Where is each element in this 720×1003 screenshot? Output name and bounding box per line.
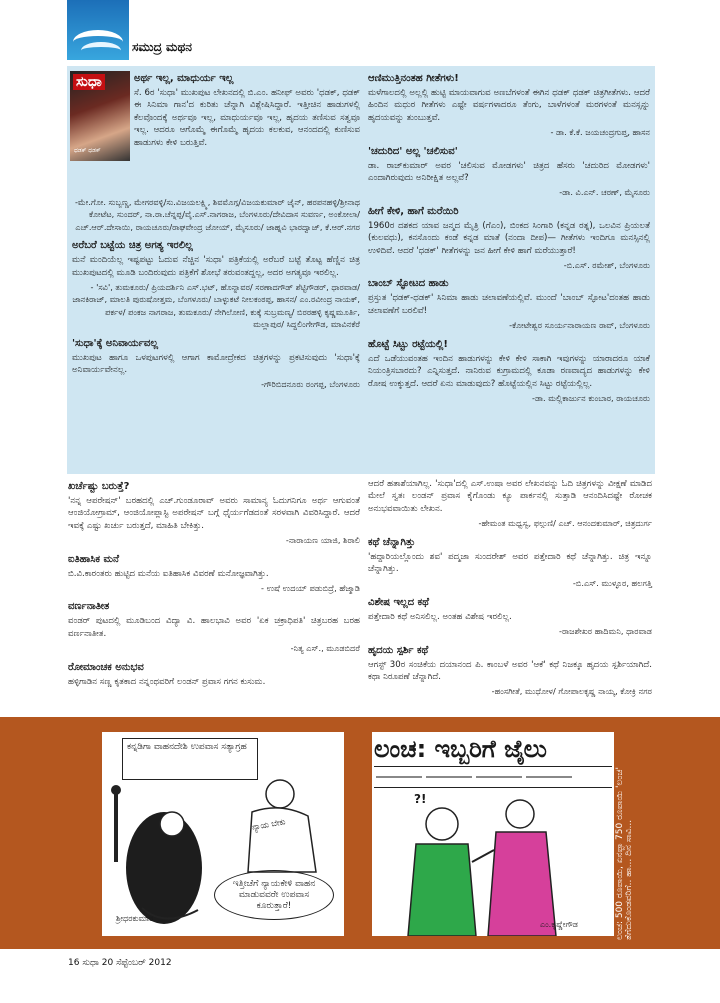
letter-signature: -ಕೋಟೇಶ್ವರ ಸೂರ್ಯನಾರಾಯಣ ರಾವ್, ಬೆಂಗಳೂರು (509, 320, 650, 331)
section-title: ಸಮುದ್ರ ಮಥನ (132, 40, 192, 54)
letter-heading: ರೋಮಾಂಚಕ ಅನುಭವ (68, 661, 144, 673)
surprise-marks: ?! (414, 792, 427, 806)
letter-signature: -ಹೇಮಂತ ಮಧ್ವಸ್ವ, ಫಲ್ಗುಣಿ/ ಎಚ್. ಆನಂದಕುಮಾರ್, ಚಿತ್ರದುರ್ಗ (478, 518, 652, 529)
letter-body: ಆಗಸ್ಟ್ 30ರ ಸಂಚಿಕೆಯ ದಯಾನಂದ ಪಿ. ಕಾಂಬಳೆ ಅವರ 'ಆಕೆ' ಕಥೆ ನಿಜಕ್ಕೂ ಹೃದಯ ಸ್ಪರ್ಶಿಯಾಗಿದೆ. ಕಥಾ ನಿರೂಪಣೆ ಚೆನ್ನಾಗಿದೆ. (368, 659, 652, 683)
wave-shape-lower (81, 42, 121, 59)
letter-heading: ಹೃದಯ ಸ್ಪರ್ಶಿ ಕಥೆ (368, 644, 429, 656)
letter-heading: ವರ್ಣನಾತೀತ (68, 601, 110, 613)
letter-body: ಮನೆ ಮಂದಿಯೆಲ್ಲ ಇಷ್ಟಪಟ್ಟು ಓದುವ ನೆಚ್ಚಿನ 'ಸುಧಾ' ಪತ್ರಿಕೆಯಲ್ಲಿ ಅರೆಬರೆ ಬಟ್ಟೆ ತೊಟ್ಟ ಹೆಣ್ಣಿನ ಚಿತ್ರ ಮುಖಪುಟದಲ್ಲಿ ಮೂಡಿ ಬಂದಿರುವುದು ಪತ್ರಿಕೆಗೆ ಶೋಭೆ ತರುವಂತದ್ದಲ್ಲ, ಅದರ ಅಗತ್ಯವೂ ಇರಲಿಲ್ಲ. (72, 255, 360, 278)
letter-signature: -ಬಿ.ಎಸ್. ರಮೇಶ್, ಬೆಂಗಳೂರು (563, 260, 650, 271)
letter-signature: -ಹಂಸಗೀತೆ, ಮುಧೋಳ/ ಗೋಪಾಲಕೃಷ್ಣ ನಾಯ್ಕ, ಕೋಕ್ರಿ ನಗರ (491, 686, 652, 697)
letter-body: ಹಳ್ಳಿಗಾಡಿನ ಸಣ್ಣ ಕೃತಕಾದ ನನ್ನಂಥವರಿಗೆ ಲಂಡನ್ ಪ್ರವಾಸ ಗಗನ ಕುಸುಮ. (68, 676, 266, 687)
letter-signature: - ಉಷೆ ಉದಯ್ ಪಡುಬಿದ್ರೆ, ಹೆಜ್ಮಾಡಿ (261, 583, 360, 594)
letter-heading: 'ಸುಧಾ'ಕ್ಕೆ ಅನಿವಾರ್ಯವಲ್ಲ (72, 337, 159, 349)
cover-line: ಧಡಕ್ ಧಡಕ್ (74, 147, 101, 154)
letter-heading: ಕಥೆ ಚೆನ್ನಾಗಿತ್ತು (368, 536, 416, 548)
letter-heading: ವಿಶೇಷ ಇಲ್ಲದ ಕಥೆ (368, 596, 429, 608)
letter-heading: ಹೊಟ್ಟೆ ಸಿಟ್ಟು ರಟ್ಟೆಯಲ್ಲಿ! (368, 338, 448, 350)
left-box-col (72, 196, 360, 397)
letter-heading: ಅರೆಬರೆ ಬಟ್ಟೆಯ ಚಿತ್ರ ಅಗತ್ಯ ಇರಲಿಲ್ಲ (72, 240, 193, 252)
letter-heading: ಖರ್ಚೆಷ್ಟು ಬರುತ್ತೆ? (68, 481, 130, 492)
letter-heading: ಐತಿಹಾಸಿಕ ಮನೆ (68, 553, 119, 565)
letter-body: ಬಿ.ವಿ.ಕಾರಂತರು ಹುಟ್ಟಿದ ಮನೆಯ ಐತಿಹಾಸಿಕ ವಿವರಣೆ ಮನೋಜ್ಞವಾಗಿತ್ತು. (68, 568, 269, 579)
letter-heading: ಬಾಂಬ್ ಸ್ಫೋಟದ ಹಾಡು (368, 278, 449, 290)
letter-body: 'ಹದ್ದಾರಿಯಲ್ಲೊಂದು ಶವ' ಪದ್ಮಜಾ ಸುಂದರೇಶ್ ಅವರ ಪತ್ತೇದಾರಿ ಕಥೆ ಚೆನ್ನಾಗಿತ್ತು. ಚಿತ್ರ ಇನ್ನೂ ಚೆನ್ನಾಗಿತ್ತು. (368, 551, 652, 575)
left-box-col-top (134, 70, 360, 151)
letter-body: ಮುಖಪುಟ ಹಾಗೂ ಒಳಪುಟಗಳಲ್ಲಿ ಆಗಾಗ ಕಾಮೋದ್ರೇಕದ ಚಿತ್ರಗಳನ್ನು ಪ್ರಕಟಿಸುವುದು 'ಸುಧಾ'ಕ್ಕೆ ಅನಿವಾರ್ಯವೇನಲ್ಲ. (72, 352, 360, 376)
letter-signature: -ಮೇ.ಗೋ. ಸುಬ್ಬಣ್ಣ, ಮೇಗರವಳ್ಳಿ/ಸು.ವಿಜಯಲಕ್ಷ್ಮಿ, ಶಿವಮೊಗ್ಗ/ವಿಜಯಕುಮಾರ್ ಜೈನ್, ಹರಪನಹಳ್ಳಿ/ಶ್ರೀನಾಥ ಕೋಟೆಟ, ಸುಂದರ್, ನಾ.ರಾ.ಚೆನ್ನಪ್ಪ/ವೈ.ಎಸ್.ನಾಗರಾಜ, ಬೆಂಗಳೂರು/ದೇವಿದಾಸ ಸುವರ್ಣ, ಅಂಕೋಲಾ/ಎಚ್.ಆರ್.ದೇಸಾಯಿ, ರಾಯಚೂರು/ರಾಘವೇಂದ್ರ ಜೋಯ್, ಮೈಸೂರು/ ಜಾಹ್ನವಿ ಭಾರದ್ವಾಜ್, ಕೆ.ಆರ್.ನಗರ (74, 197, 360, 232)
cartoonist-signature: ಶ್ರೀಧರಕುಮಾರ (116, 914, 154, 923)
speech-bubble: ಇತ್ತೀಚೆಗೆ ನ್ಯಾಯಕೇಳಿ ವಾಹನ ಮಾಡುವವರೇ ಉಪವಾಸ ಕೂರುತ್ತಾರೆ! (214, 870, 334, 920)
vertical-caption: ಲಂಚ: 500 ರೂಪಾಯಿ, ಏನಪ್ಪಾ 750 ರೂಪಾಯಿ 'ಲಂಚ' ತೆಗೆದುಕೊಂಡವರಿಗೆ.. ಹಾ... ದಿನ ಸಾವಿ... (615, 767, 634, 940)
right-box-col (368, 70, 650, 410)
hunger-strike-banner: ಕನ್ನಡಿಗಾ ವಾಹನದೇಶಿ ಉಪವಾಸ ಸತ್ಯಾಗ್ರಹ (122, 738, 258, 780)
letter-signature: -ನಾರಾಯಣ ಯಾಜಿ, ಶಿರಾಲಿ (285, 535, 360, 546)
cartoon-newspaper-headline: ಲಂಚ: ಇಬ್ಬರಿಗೆ ಜೈಲು (374, 735, 547, 763)
letter-heading: 'ಚದುರಿದ' ಅಲ್ಲ 'ಚಲಿಸುವ' (368, 145, 458, 157)
cover-masthead: ಸುಧಾ (73, 74, 105, 90)
page-footer: 16 ಸುಧಾ 20 ಸೆಪ್ಟೆಂಬರ್ 2012 (68, 958, 172, 968)
letter-signature: -ಬಿ.ಎಸ್. ಮುಳ್ಳೂರ, ಹಲಗತ್ತಿ (572, 578, 652, 589)
cartoon-bribe-jail (372, 732, 614, 936)
letter-signature: -ನಿತ್ಯ ಎಸ್., ಮೂಡಬಿದರೆ (290, 643, 360, 654)
magazine-cover-thumbnail (70, 71, 130, 161)
letter-body: ಸೆ. 6ರ 'ಸುಧಾ' ಮುಖಪುಟ ಲೇಖನದಲ್ಲಿ ಬಿ.ಎಂ. ಹನೀಫ್ ಅವರು 'ಧಡಕ್, ಧಡಕ್ ಈ ಸಿನಿಮಾ ಗಾನ'ದ ಕುರಿತು ಚೆನ್ನಾಗಿ ವಿಶ್ಲೇಷಿಸಿದ್ದಾರೆ. ಇತ್ತೀಚಿನ ಹಾಡುಗಳಲ್ಲಿ ಕೆಲವೊಂದಕ್ಕೆ ಅರ್ಥವೂ ಇಲ್ಲ, ಮಾಧುರ್ಯವೂ ಇಲ್ಲ, ಹೃದಯ ತಣಿಸುವ ಸತ್ವವೂ ಇಲ್ಲ. ಆದರೂ ಆಗೊಮ್ಮೆ ಈಗೊಮ್ಮೆ ಹೃದಯ ಕಲಕುವ, ಆನಂದದಲ್ಲಿ ಕುಣಿಸುವ ಹಾಡುಗಳು ಕೇಳಿ ಬರುತ್ತಿವೆ. (134, 88, 360, 148)
cartoonist-signature: ಎಂ.ಕೃಷ್ಣೇಗೌಡ (540, 920, 578, 929)
letter-body: ಪ್ರಸ್ತುತ 'ಧಡಕ್-ಧಡಕ್' ಸಿನಿಮಾ ಹಾಡು ಚಲಾವಣೆಯಲ್ಲಿವೆ. ಮುಂದೆ 'ಬಾಂಬ್ ಸ್ಫೋಟ'ದಂತಹ ಹಾಡು ಚಲಾವಣೆಗೆ ಬರಲಿವೆ! (368, 293, 650, 316)
letter-heading: ಆಣಿಮುತ್ತಿನಂತಹ ಗೀತೆಗಳು! (368, 73, 459, 84)
letter-body: ಮಳೆಗಾಲದಲ್ಲಿ ಅಲ್ಲಲ್ಲಿ ಹುಟ್ಟಿ ಮಾಯವಾಗುವ ಅಣಬೆಗಳಂತೆ ಈಗಿನ ಧಡಕ್ ಧಡಕ್ ಚಿತ್ರಗೀತೆಗಳು. ಆದರೆ ಹಿಂದಿನ ಮಧುರ ಗೀತೆಗಳು ಎಷ್ಟೇ ವರ್ಷಗಳಾದರೂ ತೆಂಗು, ಬಾಳೆಗಳಂತೆ ಮರಗಳಂತೆ ಮನಸ್ಸನ್ನು ಹೃದಯವನ್ನು ತುಂಬುತ್ತವೆ. (368, 88, 650, 123)
letter-signature: -ಗೌರಿಬಿದನೂರು ರಂಗಪ್ಪ, ಬೆಂಗಳೂರು (261, 379, 360, 390)
lower-right-col (368, 478, 652, 704)
letter-signature: -ಡಾ. ವಿ.ಎನ್. ಚರಣ್, ಮೈಸೂರು (559, 187, 650, 198)
letter-body: ಡಾ. ರಾಜ್‌ಕುಮಾರ್ ಅವರ 'ಚಲಿಸುವ ಮೋಡಗಳು' ಚಿತ್ರದ ಹೆಸರು 'ಚದುರಿದ ಮೋಡಗಳು' ಎಂದಾಗಿರುವುದು ಅನಿರೀಕ್ಷಿತ ಅಲ್ಲವೆ? (368, 160, 650, 184)
cartoon-drawing (372, 732, 614, 936)
letter-heading: ಅರ್ಥ ಇಲ್ಲ, ಮಾಧುರ್ಯ ಇಲ್ಲ (134, 73, 234, 84)
letter-body: ಪತ್ತೇದಾರಿ ಕಥೆ ಅನಿಸಲಿಲ್ಲ. ಅಂತಹ ವಿಶೇಷ ಇರಲಿಲ್ಲ. (368, 611, 512, 622)
cartoon-hunger-strike (102, 732, 344, 936)
letter-signature: -ಡಾ. ಮಲ್ಲಿಕಾರ್ಜುನ ಕುಂಬಾರ, ರಾಯಚೂರು (532, 392, 650, 403)
justice-sign: ನ್ಯಾಯ ಬೇಕು (251, 817, 287, 832)
letter-body: ವಂಡರ್ ಪುಟದಲ್ಲಿ ಮೂಡಿಬಂದ ವಿದ್ಯಾ ವಿ. ಹಾಲಭಾವಿ ಅವರ 'ಏಕ ಚಕ್ರಾಧಿಪತಿ' ಚಿತ್ರಬರಹ ಬರಹ ವರ್ಣನಾತೀತ. (68, 616, 360, 639)
lower-left-col (68, 478, 360, 690)
magazine-logo (67, 0, 129, 60)
letter-signature: -ರಾಜಶೇಖರ ಹಾದಿಮನಿ, ಧಾರವಾಡ (558, 626, 652, 637)
letter-heading: ಹೀಗೆ ಕೇಳಿ, ಹಾಗೆ ಮರೆಯಿರಿ (368, 205, 459, 217)
letter-body: ಆದರೆ ಹತಾಶೆಯಾಗಿಲ್ಲ. 'ಸುಧಾ'ದಲ್ಲಿ ಎಸ್.ಉಷಾ ಅವರ ಲೇಖನವನ್ನು ಓದಿ ಚಿತ್ರಗಳನ್ನು ವೀಕ್ಷಣೆ ಮಾಡಿದ ಮೇಲೆ ಸ್ವತಃ ಲಂಡನ್ ಪ್ರವಾಸ ಕೈಗೊಂಡು ಕ್ಯೂ ಪಾರ್ಕನಲ್ಲಿ ಸುತ್ತಾಡಿ ಆನಂದಿಸಿದಷ್ಟೇ ರೋಚಕ ಅನುಭವವಾಯಿತು ಲೇಖನ. (368, 479, 652, 514)
letter-body: ಎದೆ ಒಡೆಯುವಂತಹ ಇಂದಿನ ಹಾಡುಗಳನ್ನು ಕೇಳಿ ಕೇಳಿ ಸಾಕಾಗಿ ಇವುಗಳನ್ನು ಯಾರಾದರೂ ಯಾಕೆ ನಿಯಂತ್ರಿಸಬಾರದು? ಎನ್ನಿಸುತ್ತದೆ. ನಾನಿರುವ ಕುಗ್ರಾಮದಲ್ಲಿ ಕೂಡಾ ರಣವಾದ್ಯದ ಹಾಡುಗಳನ್ನು ಕೇಳಿ ರೋಷ ಉಕ್ಕುತ್ತದೆ. ಆದರೆ ಏನು ಮಾಡುವುದು? ಹೊಟ್ಟೆಯಲ್ಲಿನ ಸಿಟ್ಟು ರಟ್ಟೆಯಲ್ಲಿಲ್ಲ. (368, 353, 650, 389)
letter-body: 1960ರ ದಶಕದ ಯಾವ ಜನ್ಮದ ಮೈತ್ರಿ (ಗೆಎಂ), ಬಿಂಕದ ಸಿಂಗಾರಿ (ಕನ್ನಡ ರತ್ನ), ಒಲವಿನ ಪ್ರಿಯಲತೆ (ಕುಲವಧು), ಕನಸೊಂದು ಕಂಡೆ ಕನ್ನಡ ಮಾತೆ (ನಂದಾ ದೀಪ)— ಗೀತೆಗಳು ಇಂದಿಗೂ ಮನಸ್ಸಿನಲ್ಲಿ ಉಳಿದಿವೆ. ಆದರೆ 'ಧಡಕ್' ಗೀತೆಗಳನ್ನು ಜನ ಹೀಗೆ ಕೇಳಿ ಹಾಗೆ ಮರೆಯುತ್ತಾರೆ! (368, 220, 650, 256)
letter-signature: - 'ಸವಿ', ತುಮಕೂರು/ ಪ್ರಿಯದರ್ಶಿನಿ ಎಸ್.ಭಟ್, ಹೊನ್ನಾವರ/ ಸರಣಾದಗೌಡ್ ಶೆಟ್ಟಿಗೌಡರ್, ಧಾರವಾಡ/ ಜಾನಕಿರಾಜ್, ಮಾಲತಿ ಪುರುಷೋತ್ತಮ, ಬೆಂಗಳೂರು/ ಬಾಳ್ಳುಕಟೆ ನೀಲಕಂಠಪ್ಪ, ಹಾಸನ/ ಎಂ.ರವೀಂದ್ರ ನಾಯಕ್, ಪರ್ಕಳ/ ಪಂಕಜ ನಾಗರಾಜ, ತುಮಕೂರು/ ನೇಗಿಲೋಣಿ, ಕುಕ್ಕೆ ಸುಬ್ರಮಣ್ಯ/ ಬಿರರಹಳ್ಳಿ ಕೃಷ್ಣಮೂರ್ತಿ, ಮಲ್ಲಾಪುರ/ ಸಿದ್ದಲಿಂಗೇಗೌಡ, ಮಾವಿನಕೆರೆ (72, 282, 360, 330)
letter-body: 'ನನ್ನ ಆಪರೇಷನ್' ಬರಹದಲ್ಲಿ ಎಚ್.ಗುಂಡೂರಾವ್ ಅವರು ಸಾಮಾನ್ಯ ಓದುಗನಿಗೂ ಅರ್ಥ ಆಗುವಂತೆ ಆಂಜಿಯೋಗ್ರಾಮ್, ಆಂಜಿಯೋಪ್ಲಾಸ್ಟಿ ಅಪರೇಷನ್ ಬಗ್ಗೆ ಧೈರ್ಯಗೆಡದಂತೆ ಸರಳವಾಗಿ ವಿವರಿಸಿದ್ದಾರೆ. ಆದರೆ ಇವಕ್ಕೆ ಎಷ್ಟು ಖರ್ಚು ಬರುತ್ತದೆ, ಮಾಹಿತಿ ಬೇಕಿತ್ತು. (68, 496, 360, 531)
letter-signature: - ಡಾ. ಕೆ.ಕೆ. ಜಯಚಂದ್ರಗುಪ್ತ, ಹಾಸನ (550, 127, 650, 138)
